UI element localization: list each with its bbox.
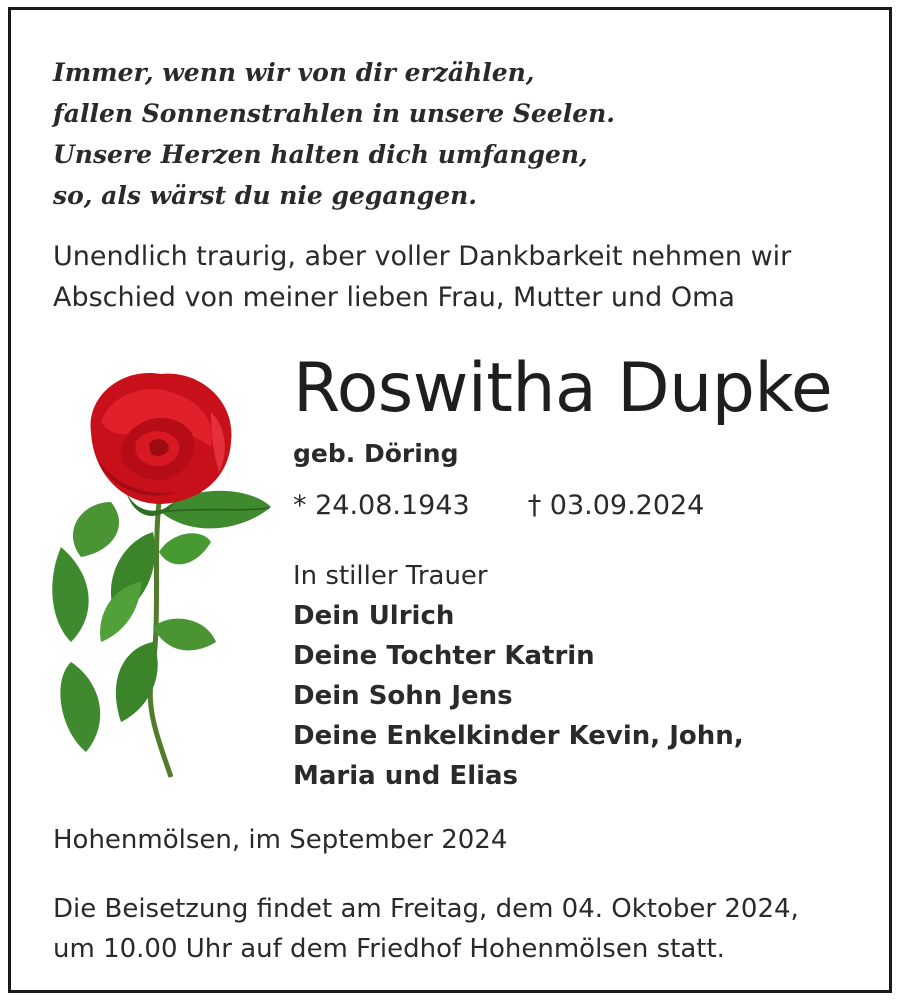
mourner-name: Deine Tochter Katrin <box>293 641 595 671</box>
funeral-line: Die Beisetzung findet am Freitag, dem 04. Oktober 2024, <box>53 894 799 924</box>
intro-line: Unendlich traurig, aber voller Dankbarkeit nehmen wir <box>53 241 792 272</box>
mourner-name: Dein Sohn Jens <box>293 681 513 711</box>
funeral-line: um 10.00 Uhr auf dem Friedhof Hohenmölsen statt. <box>53 934 725 964</box>
mourner-name: Maria und Elias <box>293 761 519 791</box>
place-date: Hohenmölsen, im September 2024 <box>53 825 508 855</box>
deceased-name: Roswitha Dupke <box>293 349 833 428</box>
death-date: † 03.09.2024 <box>527 490 705 521</box>
poem-line: Immer, wenn wir von dir erzählen, <box>53 58 535 87</box>
birth-name: geb. Döring <box>293 439 459 468</box>
intro-line: Abschied von meiner lieben Frau, Mutter und Oma <box>53 282 735 313</box>
rose-icon <box>41 362 281 782</box>
life-dates <box>293 486 704 526</box>
mourners-list <box>293 556 744 796</box>
poem-line: so, als wärst du nie gegangen. <box>53 181 477 210</box>
obituary-frame <box>8 7 892 993</box>
mourner-name: Deine Enkelkinder Kevin, John, <box>293 721 744 751</box>
poem-line: fallen Sonnenstrahlen in unsere Seelen. <box>53 99 615 128</box>
funeral-notice <box>53 889 799 969</box>
poem-line: Unsere Herzen halten dich umfangen, <box>53 140 588 169</box>
intro-text <box>53 236 791 318</box>
birth-date: * 24.08.1943 <box>293 490 470 521</box>
poem <box>53 52 615 216</box>
mourner-name: Dein Ulrich <box>293 601 455 631</box>
mourners-heading: In stiller Trauer <box>293 561 488 591</box>
